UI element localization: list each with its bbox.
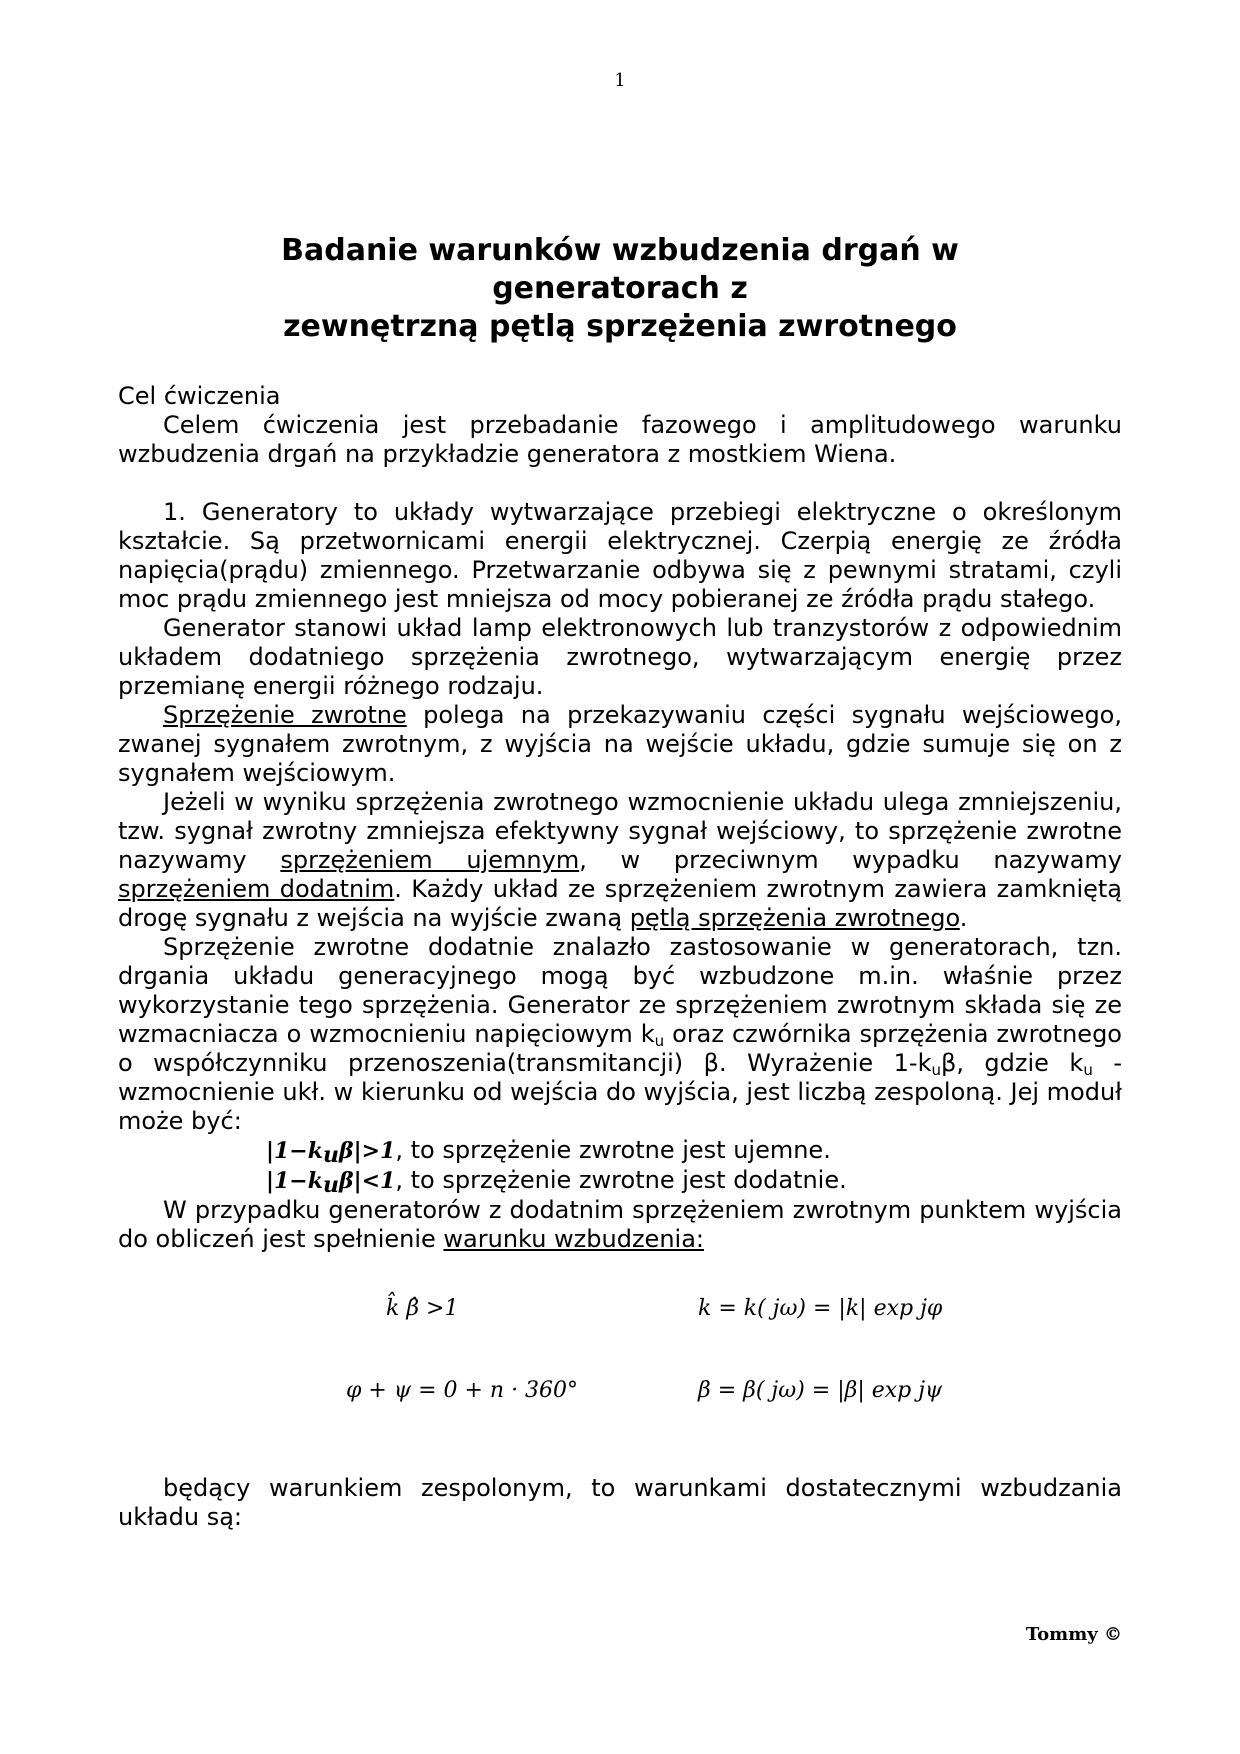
inequality-negative: |1−kuβ|>1, to sprzężenie zwrotne jest ujemne. <box>266 1136 831 1168</box>
paragraph-positive-feedback: Sprzężenie zwrotne dodatnie znalazło zastosowanie w generatorach, tzn. drgania układu generacyjnego mogą być wzbudzone m.in. właśnie przez wykorzystanie tego sprzężenia. Generator ze sprzężeniem zwrotnym składa się ze wzmacniacza o wzmocnieniu napięciowym $k_u$ oraz czwórnika sprzężenia zwrotnego o współczynniku przenoszenia(transmitancji) β. Wyrażenie $1-k_u\beta$, gdzie $k_u$ - wzmocnienie ukł. w kierunku od wejścia do wyjścia, jest liczbą zespoloną. Jej moduł może być: <box>118 933 1122 1135</box>
paragraph-feedback-types: Jeżeli w wyniku sprzężenia zwrotnego wzmocnienie układu ulega zmniejszeniu, tzw. sygnał zwrotny zmniejsza efektywny sygnał wejściowy, to sprzężenie zwrotne nazywamy sprzężeniem ujemnym, w przeciwnym wypadku nazywamy sprzężeniem dodatnim. Każdy układ ze sprzężeniem zwrotnym zawiera zamkniętą drogę sygnału z wejścia na wyjście zwaną pętlą sprzężenia zwrotnego. <box>118 788 1123 932</box>
title-line-3: zewnętrzną pętlą sprzężenia zwrotnego <box>283 309 957 344</box>
paragraph-sufficient-conditions: będący warunkiem zespolonym, to warunkami dostatecznymi wzbudzania układu są: <box>118 1474 1122 1531</box>
term-positive-feedback: sprzężeniem dodatnim <box>118 875 395 903</box>
term-negative-feedback: sprzężeniem ujemnym <box>280 846 580 874</box>
equation-gain-product: k̂ β̂ >1 <box>386 1296 459 1321</box>
equation-amplifier-gain: k = k( jω) = |k| exp jφ <box>698 1296 943 1321</box>
intro-paragraph: Celem ćwiczenia jest przebadanie fazowego i amplitudowego warunku wzbudzenia drgań na przykładzie generatora z mostkiem Wiena. <box>118 411 1122 468</box>
footer-signature: Tommy © <box>1025 1624 1122 1645</box>
paragraph-excitation-condition: W przypadku generatorów z dodatnim sprzężeniem zwrotnym punktem wyjścia do obliczeń jest spełnienie warunku wzbudzenia: <box>118 1196 1122 1253</box>
section-heading: Cel ćwiczenia <box>118 382 281 410</box>
page-number: 1 <box>614 70 626 91</box>
title-line-2: generatorach z <box>492 271 748 306</box>
document-title <box>118 232 1122 346</box>
document-body <box>118 382 1122 1532</box>
inequality-positive: |1−kuβ|<1, to sprzężenie zwrotne jest dodatnie. <box>266 1166 847 1198</box>
term-excitation-condition: warunku wzbudzenia: <box>443 1225 704 1253</box>
paragraph-generator-structure: Generator stanowi układ lamp elektronowych lub tranzystorów z odpowiednim układem dodatniego sprzężenia zwrotnego, wytwarzającym energię przez przemianę energii różnego rodzaju. <box>118 614 1122 700</box>
term-feedback: Sprzężenie zwrotne <box>163 701 407 729</box>
equation-row-1 <box>118 1294 1122 1376</box>
equation-feedback-transmittance: β = β( jω) = |β| exp jψ <box>698 1378 943 1403</box>
paragraph-feedback-definition: Sprzężenie zwrotne polega na przekazywaniu części sygnału wejściowego, zwanej sygnałem zwrotnym, z wyjścia na wejście układu, gdzie sumuje się on z sygnałem wejściowym. <box>118 701 1122 787</box>
equation-phase-condition: φ + ψ = 0 + n · 360° <box>346 1378 579 1403</box>
term-feedback-loop: pętlą sprzężenia zwrotnego <box>629 904 960 932</box>
paragraph-generators: 1. Generatory to układy wytwarzające przebiegi elektryczne o określonym kształcie. Są przetwornicami energii elektrycznej. Czerpią energię ze źródła napięcia(prądu) zmiennego. Przetwarzanie odbywa się z pewnymi stratami, czyli moc prądu zmiennego jest mniejsza od mocy pobieranej ze źródła prądu stałego. <box>118 498 1122 613</box>
equation-row-2 <box>118 1376 1122 1458</box>
title-line-1: Badanie warunków wzbudzenia drgań w <box>281 233 959 268</box>
